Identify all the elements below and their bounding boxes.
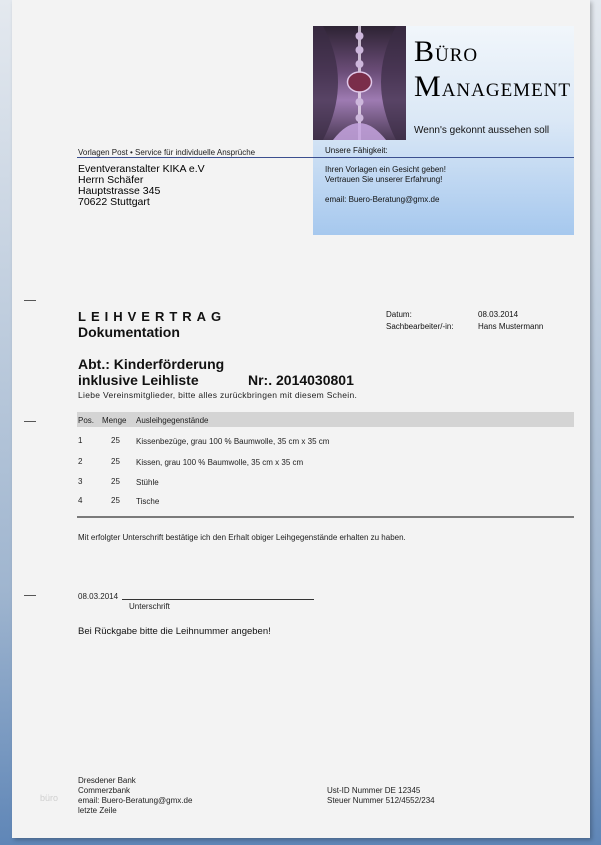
document-subtitle: Dokumentation	[78, 324, 180, 340]
fold-mark	[24, 595, 36, 596]
skill-line-1: Ihren Vorlagen ein Gesicht geben!	[325, 165, 446, 174]
brand-name-line1: BÜRO	[414, 35, 479, 68]
recipient-line: Herrn Schäfer	[78, 174, 144, 186]
sender-rule	[77, 157, 574, 158]
footer-line: Commerzbank	[78, 786, 131, 795]
footer-line: Ust-ID Nummer DE 12345	[327, 786, 421, 795]
date-label: Datum:	[386, 310, 412, 319]
column-header-pos: Pos.	[78, 416, 95, 425]
footer-line: Dresdener Bank	[78, 776, 136, 785]
footer-bank-info	[78, 776, 192, 816]
contract-number: Nr:. 2014030801	[248, 372, 354, 388]
clerk-label: Sachbearbeiter/-in:	[386, 322, 454, 331]
row-quantity: 25	[111, 496, 120, 505]
brand-artwork-image	[313, 26, 406, 140]
column-header-quantity: Menge	[102, 416, 127, 425]
row-position: 4	[78, 496, 83, 505]
confirmation-text: Mit erfolgter Unterschrift bestätige ich den Erhalt obiger Leihgegenstände erhalten zu haben.	[78, 533, 406, 542]
footer-line: email: Buero-Beratung@gmx.de	[78, 796, 193, 805]
row-item: Kissen, grau 100 % Baumwolle, 35 cm x 35 cm	[136, 458, 304, 467]
footer-line: Steuer Nummer 512/4552/234	[327, 796, 435, 805]
date-value: 08.03.2014	[478, 310, 519, 319]
row-position: 3	[78, 477, 83, 486]
department-line: Abt.: Kinderförderung	[78, 356, 225, 372]
brand-tagline: Wenn's gekonnt aussehen soll	[414, 125, 550, 136]
brand-email: email: Buero-Beratung@gmx.de	[325, 195, 440, 204]
return-note: Bei Rückgabe bitte die Leihnummer angeben!	[78, 626, 271, 637]
signature-date: 08.03.2014	[78, 592, 119, 601]
recipient-address	[78, 164, 205, 208]
signature-label: Unterschrift	[129, 602, 170, 611]
member-note: Liebe Vereinsmitglieder, bitte alles zurückbringen mit diesem Schein.	[78, 390, 358, 400]
column-header-items: Ausleihgegenstände	[136, 416, 209, 425]
clerk-value: Hans Mustermann	[478, 322, 544, 331]
skill-line-2: Vertrauen Sie unserer Erfahrung!	[325, 175, 443, 184]
row-quantity: 25	[111, 457, 120, 466]
skill-heading: Unsere Fähigkeit:	[325, 146, 388, 155]
row-quantity: 25	[111, 436, 120, 445]
row-quantity: 25	[111, 477, 120, 486]
recipient-line: 70622 Stuttgart	[78, 196, 150, 208]
row-position: 2	[78, 457, 83, 466]
footer-tax-info	[327, 786, 435, 806]
brand-name-line2: MANAGEMENT	[414, 70, 572, 103]
sender-line: Vorlagen Post • Service für individuelle Ansprüche	[78, 148, 256, 157]
fold-mark	[24, 300, 36, 301]
row-position: 1	[78, 436, 83, 445]
footer-line: letzte Zeile	[78, 806, 117, 815]
recipient-line: Eventveranstalter KIKA e.V	[78, 163, 205, 175]
document-title: LEIHVERTRAG	[78, 309, 227, 324]
row-item: Kissenbezüge, grau 100 % Baumwolle, 35 cm x 35 cm	[136, 437, 330, 446]
row-item: Tische	[136, 497, 160, 506]
fold-mark	[24, 421, 36, 422]
signature-line	[122, 599, 314, 600]
recipient-line: Hauptstrasse 345	[78, 185, 161, 197]
row-item: Stühle	[136, 478, 159, 487]
rental-list-line: inklusive Leihliste	[78, 372, 199, 388]
footer-watermark: büro	[40, 793, 59, 803]
table-bottom-rule	[77, 516, 574, 518]
